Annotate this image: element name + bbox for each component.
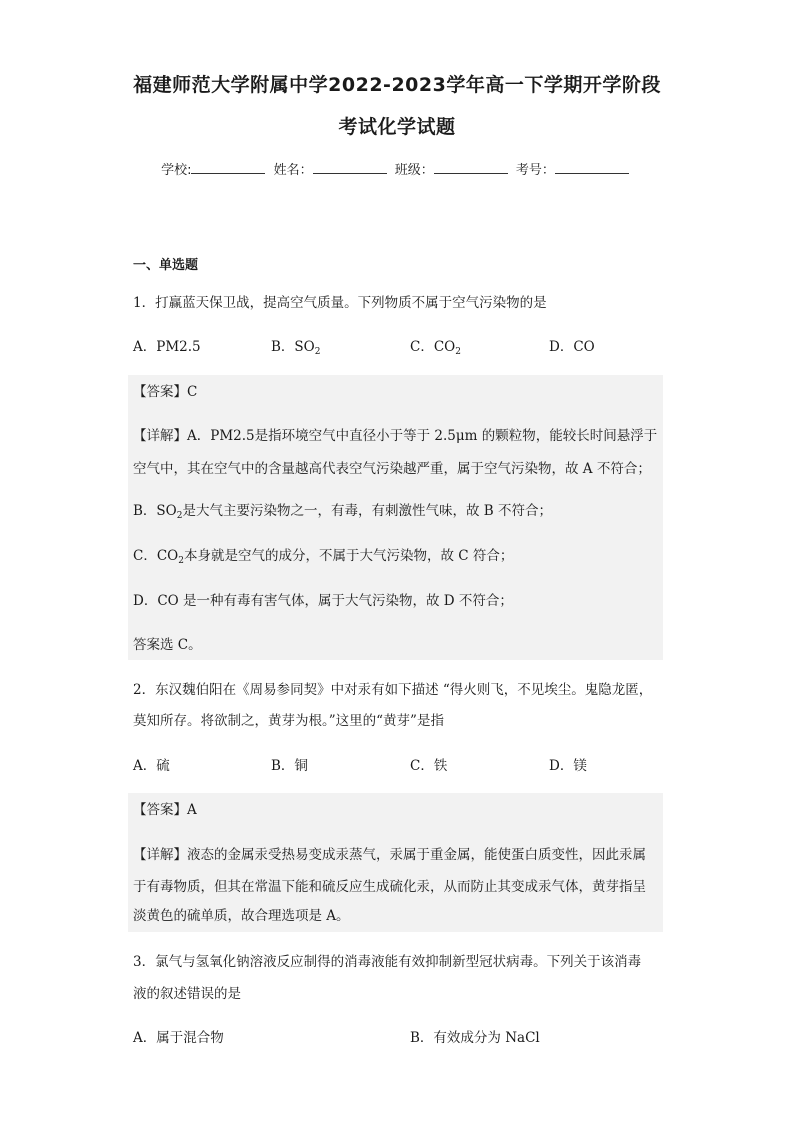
q3-option-a: A．属于混合物 <box>133 1030 224 1046</box>
q3-option-b: B．有效成分为 NaCl <box>410 1030 540 1046</box>
exam-number-label: 考号： <box>515 163 555 178</box>
name-label: 姓名： <box>273 163 313 178</box>
q2-option-d: D．镁 <box>549 758 587 774</box>
q3-stem-line2: 液的叙述错误的是 <box>133 986 241 1002</box>
q1-option-b: B．$SO_2$ <box>271 339 321 357</box>
q1-option-d: D．CO <box>549 339 595 355</box>
student-info-row <box>0 159 794 178</box>
q1-option-a: A．PM2.5 <box>133 339 201 355</box>
q2-option-b: B．铜 <box>271 758 308 774</box>
q2-detail-line1: 【详解】液态的金属汞受热易变成汞蒸气，汞属于重金属，能使蛋白质变性，因此汞属 <box>133 847 646 863</box>
name-blank[interactable] <box>313 161 387 174</box>
q1-detail-line5: D．CO 是一种有毒有害气体，属于大气污染物，故 D 不符合； <box>133 593 513 609</box>
class-label: 班级： <box>394 163 434 178</box>
q1-detail-line2: 空气中，其在空气中的含量越高代表空气污染越严重，属于空气污染物，故 A 不符合； <box>133 461 651 477</box>
q1-detail-line6: 答案选 C。 <box>133 637 202 653</box>
document-title-line2: 考试化学试题 <box>338 116 456 138</box>
q2-answer: 【答案】A <box>133 802 197 818</box>
q2-stem-line2: 莫知所存。将欲制之，黄芽为根。”这里的“黄芽”是指 <box>133 713 444 729</box>
q1-answer: 【答案】C <box>133 384 198 400</box>
q1-option-c: C．$CO_2$ <box>410 339 461 357</box>
exam-number-blank[interactable] <box>555 161 629 174</box>
q2-detail-line2: 于有毒物质，但其在常温下能和硫反应生成硫化汞，从而防止其变成汞气体，黄芽指呈 <box>133 879 646 895</box>
q1-stem: 1．打赢蓝天保卫战，提高空气质量。下列物质不属于空气污染物的是 <box>133 295 547 311</box>
class-blank[interactable] <box>434 161 508 174</box>
q1-detail-line1: 【详解】A．PM2.5是指环境空气中直径小于等于 2.5μm 的颗粒物，能较长时间悬浮于 <box>133 428 658 444</box>
q2-option-a: A．硫 <box>133 758 170 774</box>
q2-option-c: C．铁 <box>410 758 448 774</box>
document-title-line1: 福建师范大学附属中学2022-2023学年高一下学期开学阶段 <box>133 74 661 96</box>
school-label: 学校: <box>161 163 192 178</box>
q1-detail-line3: B．$SO_2$是大气主要污染物之一，有毒，有刺激性气味，故 B 不符合； <box>133 503 552 521</box>
q2-stem-line1: 2．东汉魏伯阳在《周易参同契》中对汞有如下描述 “得火则飞，不见埃尘。鬼隐龙匿， <box>133 682 653 698</box>
school-blank[interactable] <box>191 161 265 174</box>
q3-stem-line1: 3．氯气与氢氧化钠溶液反应制得的消毒液能有效抑制新型冠状病毒。下列关于该消毒 <box>133 954 642 970</box>
q2-detail-line3: 淡黄色的硫单质，故合理选项是 A。 <box>133 908 350 924</box>
section-heading: 一、单选题 <box>133 258 199 273</box>
q1-detail-line4: C．$CO_2$本身就是空气的成分，不属于大气污染物，故 C 符合； <box>133 548 514 566</box>
